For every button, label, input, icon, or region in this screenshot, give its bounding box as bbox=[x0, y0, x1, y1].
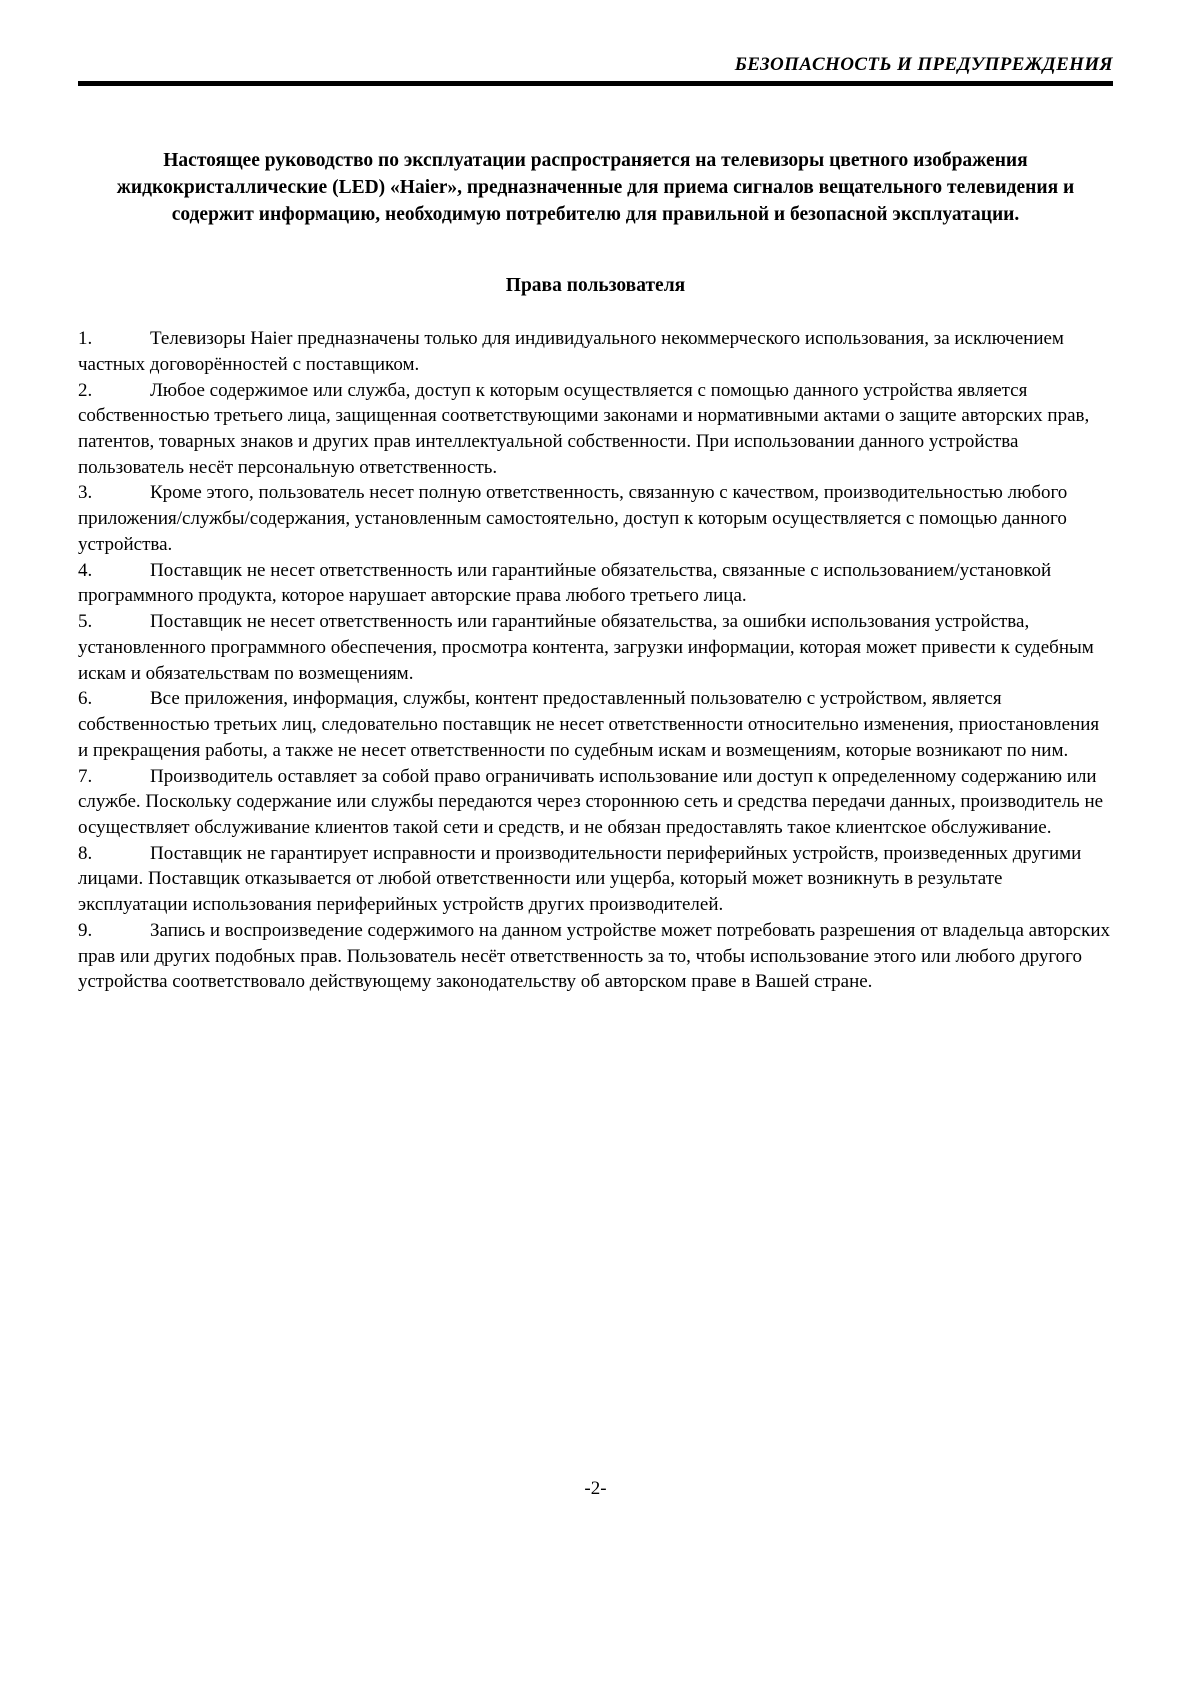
list-item bbox=[78, 764, 1113, 841]
section-heading: Права пользователя bbox=[505, 274, 686, 296]
list-item bbox=[78, 326, 1113, 377]
list-item-text: Запись и воспроизведение содержимого на данном устройстве может потребовать разрешения от владельца авторских прав или других подобных прав. Пользователь несёт ответственность за то, чтобы использование этого или любого другого устройства соответствовало действующему законодательству об авторском праве в Вашей стране. bbox=[78, 919, 1111, 993]
list-item bbox=[78, 378, 1113, 481]
list-item-text: Кроме этого, пользователь несет полную ответственность, связанную с качеством, производительностью любого приложения/службы/содержания, установленным самостоятельно, доступ к которым осуществляется с помощью данного устройства. bbox=[78, 482, 1068, 555]
list-item-text: Все приложения, информация, службы, контент предоставленный пользователю с устройством, является собственностью третьих лиц, следовательно поставщик не несет ответственности относительно изменения, приостановления и прекращения работы, а также не несет ответственности по судебным искам и возмещениям, которые возникают по ним. bbox=[78, 688, 1100, 761]
numbered-list bbox=[78, 326, 1113, 995]
intro-paragraph: Настоящее руководство по эксплуатации распространяется на телевизоры цветного изображения жидкокристаллические (LED) «Haier», предназначенные для приема сигналов вещательного телевидения и содержит информацию, необходимую потребителю для правильной и безопасной эксплуатации. bbox=[116, 150, 1075, 225]
list-item-text: Поставщик не несет ответственность или гарантийные обязательства, за ошибки использования устройства, установленного программного обеспечения, просмотра контента, загрузки информации, которая может привести к судебным искам и обязательствам по возмещениям. bbox=[78, 611, 1094, 684]
page-footer bbox=[0, 1478, 1191, 1501]
list-item-number: 7. bbox=[78, 765, 93, 787]
header-title: БЕЗОПАСНОСТЬ И ПРЕДУПРЕЖДЕНИЯ bbox=[734, 54, 1113, 75]
list-item bbox=[78, 686, 1113, 763]
header-rule bbox=[78, 81, 1113, 86]
list-item-text: Производитель оставляет за собой право ограничивать использование или доступ к определенному содержанию или службе. Поскольку содержание или службы передаются через стороннюю сеть и средства передачи данных, производитель не осуществляет обслуживание клиентов такой сети и средств, и не обязан предоставлять такое клиентское обслуживание. bbox=[78, 765, 1104, 839]
list-item-number: 8. bbox=[78, 842, 93, 864]
list-item-number: 3. bbox=[78, 482, 93, 504]
list-item bbox=[78, 609, 1113, 686]
list-item-text: Поставщик не гарантирует исправности и производительности периферийных устройств, произведенных другими лицами. Поставщик отказывается от любой ответственности или ущерба, который может возникнуть в результате эксплуатации использования периферийных устройств других производителей. bbox=[78, 842, 1082, 916]
list-item bbox=[78, 480, 1113, 557]
list-item-number: 2. bbox=[78, 379, 93, 401]
list-item-number: 1. bbox=[78, 328, 93, 350]
list-item bbox=[78, 918, 1113, 995]
running-header bbox=[78, 54, 1113, 86]
list-item bbox=[78, 841, 1113, 918]
page-content bbox=[78, 148, 1113, 995]
list-item-text: Телевизоры Haier предназначены только для индивидуального некоммерческого использования, за исключением частных договорённостей с поставщиком. bbox=[78, 328, 1064, 375]
list-item-number: 4. bbox=[78, 559, 93, 581]
list-item-number: 9. bbox=[78, 919, 93, 941]
list-item-number: 5. bbox=[78, 611, 93, 633]
page-number: -2- bbox=[584, 1478, 607, 1499]
list-item-number: 6. bbox=[78, 688, 93, 710]
list-item-text: Любое содержимое или служба, доступ к которым осуществляется с помощью данного устройства является собственностью третьего лица, защищенная соответствующими законами и нормативными актами о защите авторских прав, патентов, товарных знаков и других прав интеллектуальной собственности. При использовании данного устройства пользователь несёт персональную ответственность. bbox=[78, 379, 1090, 478]
list-item bbox=[78, 558, 1113, 609]
list-item-text: Поставщик не несет ответственность или гарантийные обязательства, связанные с использованием/установкой программного продукта, которое нарушает авторские права любого третьего лица. bbox=[78, 559, 1052, 607]
